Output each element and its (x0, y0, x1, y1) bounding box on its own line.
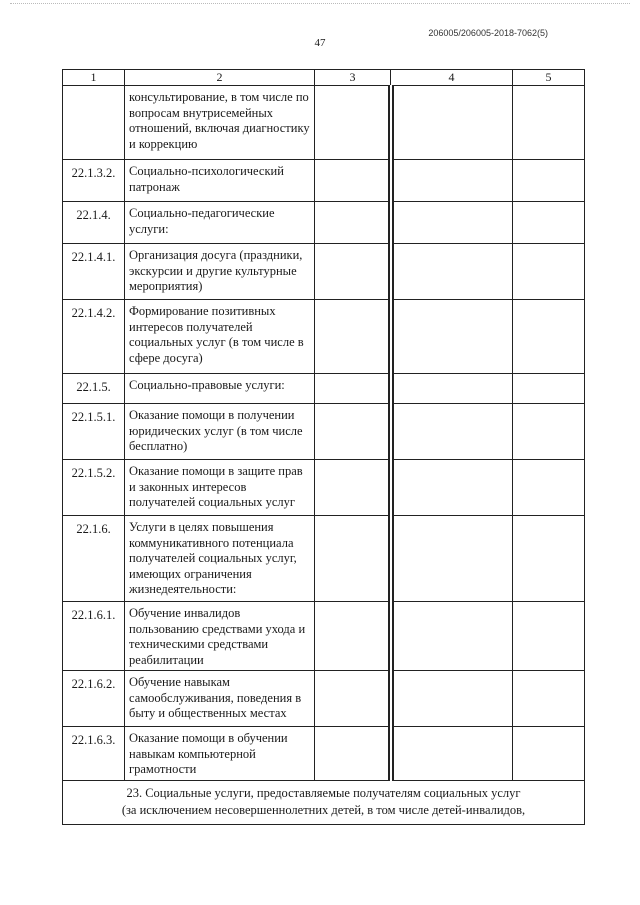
column-3-cell (315, 160, 391, 202)
column-4-cell (391, 404, 513, 460)
table-row (63, 602, 585, 671)
table-row (63, 460, 585, 516)
service-name: Услуги в целях повышения коммуникативного потенциала получателей социальных услуг, имеющих ограничения жизнедеятельности: (125, 516, 315, 602)
column-5-cell (513, 460, 585, 516)
column-5-cell (513, 602, 585, 671)
row-number: 22.1.6.3. (63, 727, 125, 781)
table-body (63, 86, 585, 825)
service-name: Оказание помощи в защите прав и законных интересов получателей социальных услуг (125, 460, 315, 516)
column-header-1: 1 (63, 70, 125, 86)
column-5-cell (513, 244, 585, 300)
column-3-cell (315, 516, 391, 602)
section-23-heading (63, 780, 585, 824)
column-3-cell (315, 460, 391, 516)
column-5-cell (513, 202, 585, 244)
services-table (62, 69, 585, 825)
column-4-cell (391, 202, 513, 244)
row-number: 22.1.4.2. (63, 300, 125, 374)
page-number: 47 (314, 37, 326, 49)
column-4-cell (391, 460, 513, 516)
column-header-3: 3 (315, 70, 391, 86)
table-row (63, 404, 585, 460)
row-number: 22.1.5.1. (63, 404, 125, 460)
column-4-cell (391, 602, 513, 671)
column-4-cell (391, 160, 513, 202)
column-4-cell (391, 300, 513, 374)
table-row (63, 202, 585, 244)
column-5-cell (513, 300, 585, 374)
table-row (63, 516, 585, 602)
column-header-5: 5 (513, 70, 585, 86)
column-3-cell (315, 404, 391, 460)
column-3-cell (315, 86, 391, 160)
row-number: 22.1.3.2. (63, 160, 125, 202)
row-number (63, 86, 125, 160)
service-name: Обучение навыкам самообслуживания, поведения в быту и общественных местах (125, 671, 315, 727)
row-number: 22.1.5.2. (63, 460, 125, 516)
table-row (63, 244, 585, 300)
column-5-cell (513, 374, 585, 404)
service-name: Организация досуга (праздники, экскурсии и другие культурные мероприятия) (125, 244, 315, 300)
column-header-2: 2 (125, 70, 315, 86)
row-number: 22.1.5. (63, 374, 125, 404)
column-4-cell (391, 727, 513, 781)
table-row (63, 300, 585, 374)
row-number: 22.1.6. (63, 516, 125, 602)
scan-edge (10, 3, 630, 5)
row-number: 22.1.6.2. (63, 671, 125, 727)
service-name: консультирование, в том числе по вопросам внутрисемейных отношений, включая диагностику и коррекцию (125, 86, 315, 160)
services-table-wrapper (62, 69, 585, 825)
section-footer-row (63, 780, 585, 824)
column-5-cell (513, 160, 585, 202)
section-23-line-2: (за исключением несовершеннолетних детей, в том числе детей-инвалидов, (121, 802, 526, 817)
column-5-cell (513, 516, 585, 602)
row-number: 22.1.4. (63, 202, 125, 244)
service-name: Социально-правовые услуги: (125, 374, 315, 404)
column-3-cell (315, 671, 391, 727)
row-number: 22.1.6.1. (63, 602, 125, 671)
section-23-line-1: 23. Социальные услуги, предоставляемые получателям социальных услуг (126, 785, 521, 800)
service-name: Оказание помощи в обучении навыкам компьютерной грамотности (125, 727, 315, 781)
column-4-cell (391, 244, 513, 300)
column-5-cell (513, 671, 585, 727)
column-4-cell (391, 516, 513, 602)
column-5-cell (513, 86, 585, 160)
service-name: Социально-педагогические услуги: (125, 202, 315, 244)
column-3-cell (315, 202, 391, 244)
column-3-cell (315, 300, 391, 374)
service-name: Оказание помощи в получении юридических услуг (в том числе бесплатно) (125, 404, 315, 460)
document-reference: 206005/206005-2018-7062(5) (428, 28, 548, 38)
column-4-cell (391, 374, 513, 404)
column-5-cell (513, 727, 585, 781)
table-row (63, 671, 585, 727)
table-row (63, 374, 585, 404)
column-header-4: 4 (391, 70, 513, 86)
column-5-cell (513, 404, 585, 460)
column-3-cell (315, 727, 391, 781)
column-4-cell (391, 671, 513, 727)
column-3-cell (315, 374, 391, 404)
table-row (63, 727, 585, 781)
column-4-cell (391, 86, 513, 160)
service-name: Социально-психологический патронаж (125, 160, 315, 202)
table-row (63, 160, 585, 202)
service-name: Формирование позитивных интересов получателей социальных услуг (в том числе в сфере досуга) (125, 300, 315, 374)
table-row (63, 86, 585, 160)
column-3-cell (315, 244, 391, 300)
column-3-cell (315, 602, 391, 671)
row-number: 22.1.4.1. (63, 244, 125, 300)
service-name: Обучение инвалидов пользованию средствами ухода и техническими средствами реабилитации (125, 602, 315, 671)
column-number-row (63, 70, 585, 86)
